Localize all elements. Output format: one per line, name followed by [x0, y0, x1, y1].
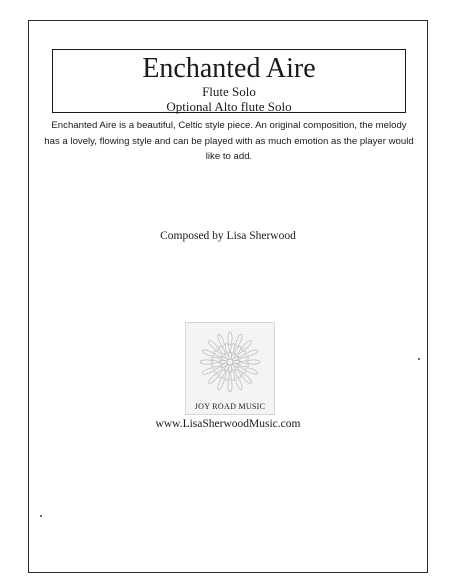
composer-credit: Composed by Lisa Sherwood	[160, 230, 296, 242]
flower-mandala-icon	[186, 323, 274, 401]
publisher-logo	[185, 322, 275, 415]
publisher-name: JOY ROAD MUSIC	[194, 402, 266, 411]
piece-description: Enchanted Aire is a beautiful, Celtic style piece. An original composition, the melody has a lovely, flowing style and can be played with as much emotion as the player would like to add.	[44, 120, 414, 162]
website-url: www.LisaSherwoodMusic.com	[155, 418, 301, 430]
instrument-label: Flute Solo	[202, 84, 256, 99]
piece-title: Enchanted Aire	[142, 53, 316, 84]
paper-speck	[40, 515, 42, 517]
alternate-instrument-label: Optional Alto flute Solo	[166, 99, 292, 114]
paper-speck	[418, 358, 420, 360]
title-box	[52, 49, 406, 113]
